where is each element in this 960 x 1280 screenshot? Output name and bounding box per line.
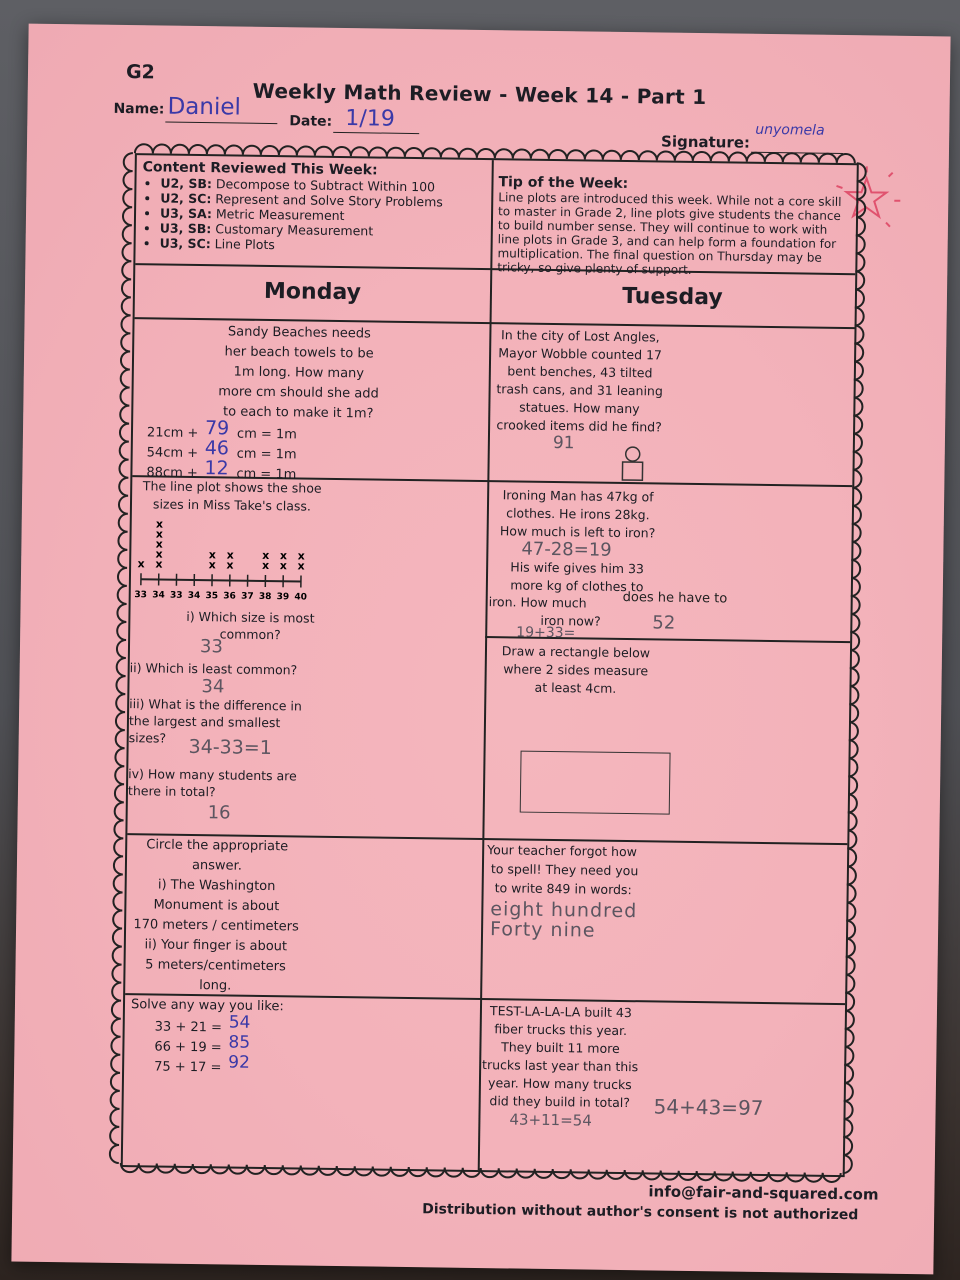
question-line: How much is left to iron? <box>499 523 656 541</box>
monday-q2-iv <box>128 765 368 802</box>
mon4-ans3: 92 <box>228 1052 250 1073</box>
plot-x-mark: x <box>155 527 163 541</box>
plot-x-mark: x <box>208 558 216 572</box>
mon2-ans2: 34 <box>201 676 225 698</box>
question-line: 5 meters/centimeters <box>145 957 286 975</box>
content-item: • U2, SC: Represent and Solve Story Problems <box>160 190 487 210</box>
tip-heading: Tip of the Week: <box>498 174 629 193</box>
name-value: Daniel <box>167 93 242 121</box>
question-line: Draw a rectangle below <box>501 643 651 661</box>
mon2-ans4: 16 <box>207 802 231 824</box>
question-line: more cm should she add <box>218 384 379 402</box>
tue2-iron-now: iron now? <box>540 612 601 629</box>
question-line: statues. How many <box>519 399 640 417</box>
mon1-ans3: 12 <box>204 457 229 480</box>
question-line: The line plot shows the shoe <box>142 478 322 496</box>
monday-header: Monday <box>263 278 362 306</box>
plot-x-mark: x <box>155 517 164 531</box>
monday-q1-equations: 21cm + 79 cm = 1m 54cm + 46 cm = 1m 88cm + 12 cm = 1m <box>146 417 297 483</box>
plot-x-mark: x <box>155 557 163 571</box>
monday-q3-ii <box>125 935 306 998</box>
question-line: did they build in total? <box>489 1093 631 1111</box>
tue2-insert: does he have to <box>622 589 728 607</box>
question-line: the largest and smallest <box>128 713 281 731</box>
mayor-figure-icon <box>612 444 653 485</box>
content-reviewed-box <box>142 159 488 255</box>
question-line: bent benches, 43 tilted <box>507 363 653 381</box>
grade-label: G2 <box>125 60 156 84</box>
tuesday-q4-text: Your teacher forgot how to spell! They need you to write 849 in words: <box>487 842 639 898</box>
question-line: TEST-LA-LA-LA built 43 <box>489 1003 632 1021</box>
tue2-answer2: 19+33= <box>516 624 576 642</box>
question-line: In the city of Lost Angles, <box>501 327 660 345</box>
plot-axis-label: 34 <box>187 590 201 602</box>
mon2-ans1: 33 <box>199 636 224 658</box>
plot-x-mark: x <box>137 557 145 571</box>
plot-x-mark: x <box>297 559 305 573</box>
tuesday-q3-text <box>485 642 666 699</box>
worksheet-title: Weekly Math Review - Week 14 - Part 1 <box>252 78 707 110</box>
question-line: iii) What is the difference in <box>129 696 302 714</box>
content-item: • U3, SC: Line Plots <box>160 235 487 255</box>
question-line: her beach towels to be <box>224 344 374 362</box>
monday-q2-intro <box>132 477 332 516</box>
question-line: to each to make it 1m? <box>222 404 374 422</box>
monday-q2-ii: ii) Which is least common? <box>129 660 298 678</box>
tuesday-q1-text <box>489 326 670 437</box>
question-line: His wife gives him 33 <box>510 559 645 577</box>
monday-q4-equations: 33 + 21 = 66 + 19 = 75 + 17 = <box>154 1019 223 1076</box>
name-label: Name: <box>113 100 165 118</box>
question-line: at least 4cm. <box>534 679 617 696</box>
mon1-ans2: 46 <box>204 437 230 460</box>
plot-x-mark: x <box>261 558 270 573</box>
question-line: They built 11 more <box>501 1039 620 1056</box>
question-line: ii) Your finger is about <box>144 937 288 955</box>
question-line: Sandy Beaches needs <box>227 324 371 342</box>
question-line: Mayor Wobble counted 17 <box>498 345 663 363</box>
question-line: answer. <box>191 857 243 874</box>
question-line: where 2 sides measure <box>503 661 649 679</box>
plot-axis-label: 40 <box>294 592 308 603</box>
content-reviewed-list <box>142 175 488 255</box>
question-line: more kg of clothes to <box>510 577 644 595</box>
plot-x-mark: x <box>155 547 163 561</box>
question-line: i) The Washington <box>157 877 276 895</box>
monday-q4-intro: Solve any way you like: <box>130 997 284 1015</box>
date-label: Date: <box>289 113 333 130</box>
tip-body: Line plots are introduced this week. While not a core skill to master in Grade 2, line plots give students the chance to build number sense. They will continue to work with line plots in Grade 3, and can help form a foundation for multiplication. The final question on Thursday may be tricky, so give plenty of support. <box>497 190 842 277</box>
tip-box <box>497 174 848 279</box>
plot-x-mark: x <box>297 549 305 563</box>
plot-axis-label: 37 <box>241 591 254 602</box>
question-line: sizes? <box>128 730 167 746</box>
question-line: sizes in Miss Take's class. <box>152 496 312 514</box>
question-line: Circle the appropriate <box>146 837 289 855</box>
plot-axis-label: 35 <box>205 591 219 602</box>
plot-x-mark: x <box>226 558 234 572</box>
question-line: iv) How many students are <box>128 766 297 784</box>
footer-notice: Distribution without author's consent is not authorized <box>422 1201 859 1224</box>
worksheet-grid <box>121 153 859 1177</box>
plot-x-mark: x <box>155 537 163 551</box>
mon2-ans3: 34-33=1 <box>188 735 272 760</box>
monday-q3-intro <box>127 835 308 878</box>
plot-axis-label: 36 <box>223 591 236 602</box>
question-line: 170 meters / centimeters <box>133 917 299 935</box>
question-line: trash cans, and 31 leaning <box>496 381 663 399</box>
mon4-ans2: 85 <box>228 1032 251 1053</box>
question-line: 1m long. How many <box>233 364 365 382</box>
question-line: long. <box>199 978 232 994</box>
question-line: i) Which size is most <box>186 608 315 626</box>
tue2-answer1: 47-28=19 <box>521 538 612 561</box>
tue2-answer2b: 52 <box>652 612 676 634</box>
plot-x-mark: x <box>279 549 288 563</box>
plot-axis-label: 33 <box>169 590 183 601</box>
plot-axis-label: 38 <box>258 591 272 603</box>
tuesday-q2-text <box>488 486 669 543</box>
question-line: fiber trucks this year. <box>494 1021 628 1039</box>
question-line: crooked items did he find? <box>496 417 662 435</box>
tue4-answer2: Forty nine <box>489 918 596 942</box>
plot-axis-label: 34 <box>152 590 165 601</box>
content-item: • U3, SA: Metric Measurement <box>160 205 487 225</box>
tue4-answer1: eight hundred <box>490 898 638 923</box>
plot-x-mark: x <box>226 548 234 562</box>
question-line: there in total? <box>127 783 216 800</box>
tue2-how-much: iron. How much <box>488 594 587 611</box>
plot-x-mark: x <box>279 559 288 573</box>
plot-axis-label: 39 <box>276 592 290 603</box>
plot-x-mark: x <box>208 548 217 562</box>
mon1-ans1: 79 <box>204 417 230 440</box>
tue1-answer: 91 <box>552 432 575 454</box>
monday-q2-i <box>130 607 370 644</box>
drawn-rectangle <box>520 751 671 815</box>
question-line: common? <box>219 626 281 643</box>
question-line: trucks last year than this <box>482 1057 639 1075</box>
worksheet-paper <box>11 24 950 1275</box>
date-line <box>333 132 419 134</box>
content-item: • U3, SB: Customary Measurement <box>160 220 487 240</box>
question-line: Monument is about <box>153 897 280 915</box>
signature-label: Signature: <box>660 132 751 152</box>
plot-x-mark: x <box>262 548 270 563</box>
plot-axis-label: 33 <box>134 590 148 601</box>
footer-email: info@fair-and-squared.com <box>648 1182 879 1204</box>
tuesday-q5-text <box>480 1002 641 1112</box>
tue5-side-work: 54+43=97 <box>653 1094 764 1120</box>
monday-q1-text <box>133 321 464 426</box>
line-plot <box>134 515 308 603</box>
tue5-answer: 43+11=54 <box>509 1110 592 1130</box>
question-line: Ironing Man has 47kg of <box>502 487 654 505</box>
date-value: 1/19 <box>345 106 395 132</box>
signature-value: unyomela <box>755 121 825 139</box>
question-line: clothes. He irons 28kg. <box>506 505 650 523</box>
mon4-ans1: 54 <box>228 1012 251 1033</box>
question-line: year. How many trucks <box>488 1075 632 1093</box>
monday-q3-i <box>126 875 307 938</box>
tuesday-header: Tuesday <box>621 283 723 311</box>
content-item: • U2, SB: Decompose to Subtract Within 100 <box>160 175 487 195</box>
content-reviewed-heading: Content Reviewed This Week: <box>142 159 378 179</box>
name-line <box>165 122 277 125</box>
